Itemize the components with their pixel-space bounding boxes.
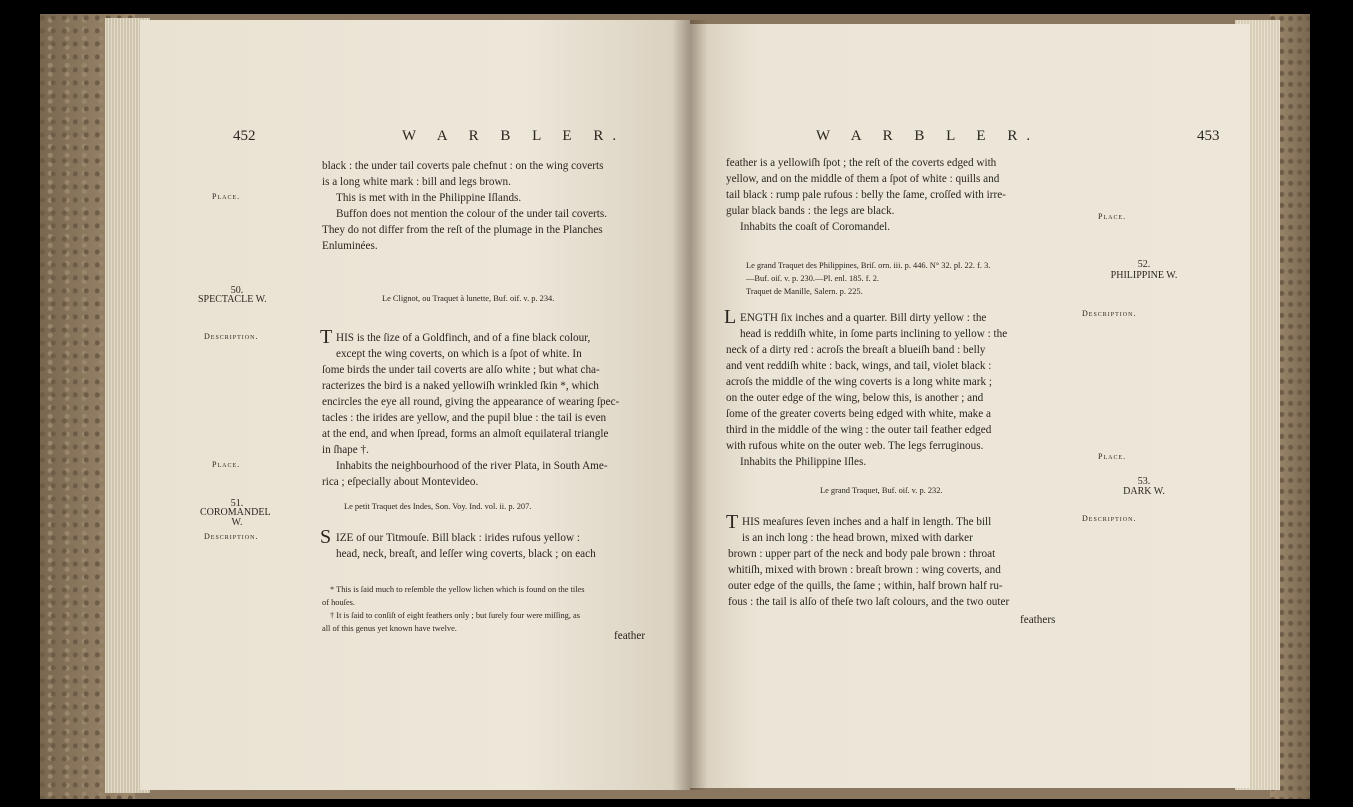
margin-label-place: Place. [212, 460, 241, 469]
text-line: IZE of our Titmouſe. Bill black : irides rufous yellow : [336, 532, 580, 544]
text-line: head is reddiſh white, in ſome parts inclining to yellow : the [740, 328, 1008, 340]
text-line: with rufous white on the outer web. The legs ferruginous. [726, 440, 984, 452]
reference-line: Le petit Traquet des Indes, Son. Voy. Ind. vol. ii. p. 207. [344, 502, 532, 511]
text-line: ſome birds the under tail coverts are alſo white ; but what cha- [322, 364, 600, 376]
drop-cap: T [726, 511, 739, 533]
margin-label-place: Place. [1098, 452, 1127, 461]
margin-label-place: Place. [212, 192, 241, 201]
text-line: except the wing coverts, on which is a ſpot of white. In [336, 348, 582, 360]
entry-name: COROMANDEL [200, 507, 271, 518]
text-line: fous : the tail is alſo of theſe two laſt colours, and the two outer [728, 596, 1010, 608]
drop-cap: S [320, 526, 332, 548]
footnote-line: of houſes. [322, 598, 356, 607]
text-line: brown : upper part of the neck and body pale brown : throat [728, 548, 996, 560]
text-line: Inhabits the Philippine Iſles. [740, 456, 867, 468]
text-line: Inhabits the neighbourhood of the river Plata, in South Ame- [336, 460, 608, 472]
text-line: Inhabits the coaſt of Coromandel. [740, 221, 891, 233]
entry-number: 52. [1137, 259, 1151, 270]
text-line: in ſhape †. [322, 444, 369, 456]
page-number: 452 [233, 128, 256, 144]
text-line: HIS is the ſize of a Goldfinch, and of a fine black colour, [336, 332, 591, 344]
text-line: ſome of the greater coverts being edged with white, make a [726, 408, 991, 420]
text-line: third in the middle of the wing : the outer tail feather edged [726, 424, 992, 436]
text-line: at the end, and when ſpread, forms an almoſt equilateral triangle [322, 428, 609, 440]
reference-line: Le grand Traquet des Philippines, Briſ. orn. iii. p. 446. N° 32. pl. 22. f. 3. [746, 261, 991, 270]
text-line: encircles the eye all round, giving the appearance of wearing ſpec- [322, 396, 620, 408]
text-line: black : the under tail coverts pale chefnut : on the wing coverts [322, 160, 604, 172]
text-line: acroſs the middle of the wing coverts is a long white mark ; [726, 376, 992, 388]
text-line: head, neck, breaſt, and leſſer wing coverts, black ; on each [336, 548, 596, 560]
entry-number: 50. [230, 285, 244, 296]
text-line: tacles : the irides are yellow, and the pupil blue : the tail is even [322, 412, 607, 424]
text-line: Enluminées. [322, 240, 378, 252]
text-line: Buffon does not mention the colour of the under tail coverts. [336, 208, 608, 220]
text-line: tail black : rump pale rufous : belly the ſame, croſſed with irre- [726, 189, 1006, 201]
text-line: is an inch long : the head brown, mixed with darker [742, 532, 973, 544]
running-head: W A R B L E R. [402, 128, 626, 144]
right-page [690, 24, 1250, 788]
entry-number: 53. [1137, 476, 1151, 487]
text-line: This is met with in the Philippine Iſlands. [336, 192, 522, 204]
text-line: HIS meaſures ſeven inches and a half in length. The bill [742, 516, 992, 528]
running-head: W A R B L E R. [816, 128, 1040, 144]
text-line: feather is a yellowiſh ſpot ; the reſt of the coverts edged with [726, 157, 997, 169]
page-number: 453 [1197, 128, 1220, 144]
margin-label-place: Place. [1098, 212, 1127, 221]
text-line: neck of a dirty red : acroſs the breaſt a blueiſh band : belly [726, 344, 986, 356]
reference-line: Traquet de Manille, Salern. p. 225. [746, 287, 863, 296]
margin-label-description: Description. [1082, 514, 1137, 523]
left-page [140, 20, 690, 790]
text-line: whitiſh, mixed with brown : breaſt brown : wing coverts, and [728, 564, 1001, 576]
text-line: is a long white mark : bill and legs brown. [322, 176, 511, 188]
entry-name-suffix: W. [231, 517, 243, 528]
reference-line: Le Clignot, ou Traquet à lunette, Buf. oif. v. p. 234. [382, 294, 555, 303]
reference-line: —Buf. oiſ. v. p. 230.—Pl. enl. 185. f. 2. [746, 274, 879, 283]
entry-name: DARK W. [1123, 486, 1165, 497]
drop-cap: L [724, 306, 737, 328]
footnote-line: † It is ſaid to conſiſt of eight feathers only ; but ſurely four were miſſing, as [330, 611, 581, 620]
text-line: racterizes the bird is a naked yellowiſh wrinkled ſkin *, which [322, 380, 599, 392]
text-line: on the outer edge of the wing, below this, is another ; and [726, 392, 984, 404]
footnote-line: * This is ſaid much to reſemble the yellow lichen which is found on the tiles [330, 585, 585, 594]
drop-cap: T [320, 326, 333, 348]
margin-label-description: Description. [1082, 309, 1137, 318]
text-line: ENGTH ſix inches and a quarter. Bill dirty yellow : the [740, 312, 987, 324]
text-line: yellow, and on the middle of them a ſpot of white : quills and [726, 173, 1000, 185]
entry-name: SPECTACLE W. [198, 294, 267, 305]
catchword: feather [614, 630, 646, 642]
entry-name: PHILIPPINE W. [1110, 270, 1178, 281]
text-line: They do not differ from the reſt of the plumage in the Planches [322, 224, 603, 236]
entry-number: 51. [230, 498, 244, 509]
text-line: rica ; eſpecially about Montevideo. [322, 476, 479, 488]
text-line: gular black bands : the legs are black. [726, 205, 895, 217]
margin-label-description: Description. [204, 532, 259, 541]
book-gutter [672, 20, 708, 790]
catchword: feathers [1020, 614, 1056, 626]
reference-line: Le grand Traquet, Buf. oiſ. v. p. 232. [820, 486, 943, 495]
text-line: outer edge of the quills, the ſame ; within, half brown half ru- [728, 580, 1003, 592]
margin-label-description: Description. [204, 332, 259, 341]
text-line: and vent reddiſh white : back, wings, and tail, violet black : [726, 360, 992, 372]
footnote-line: all of this genus yet known have twelve. [322, 624, 457, 633]
